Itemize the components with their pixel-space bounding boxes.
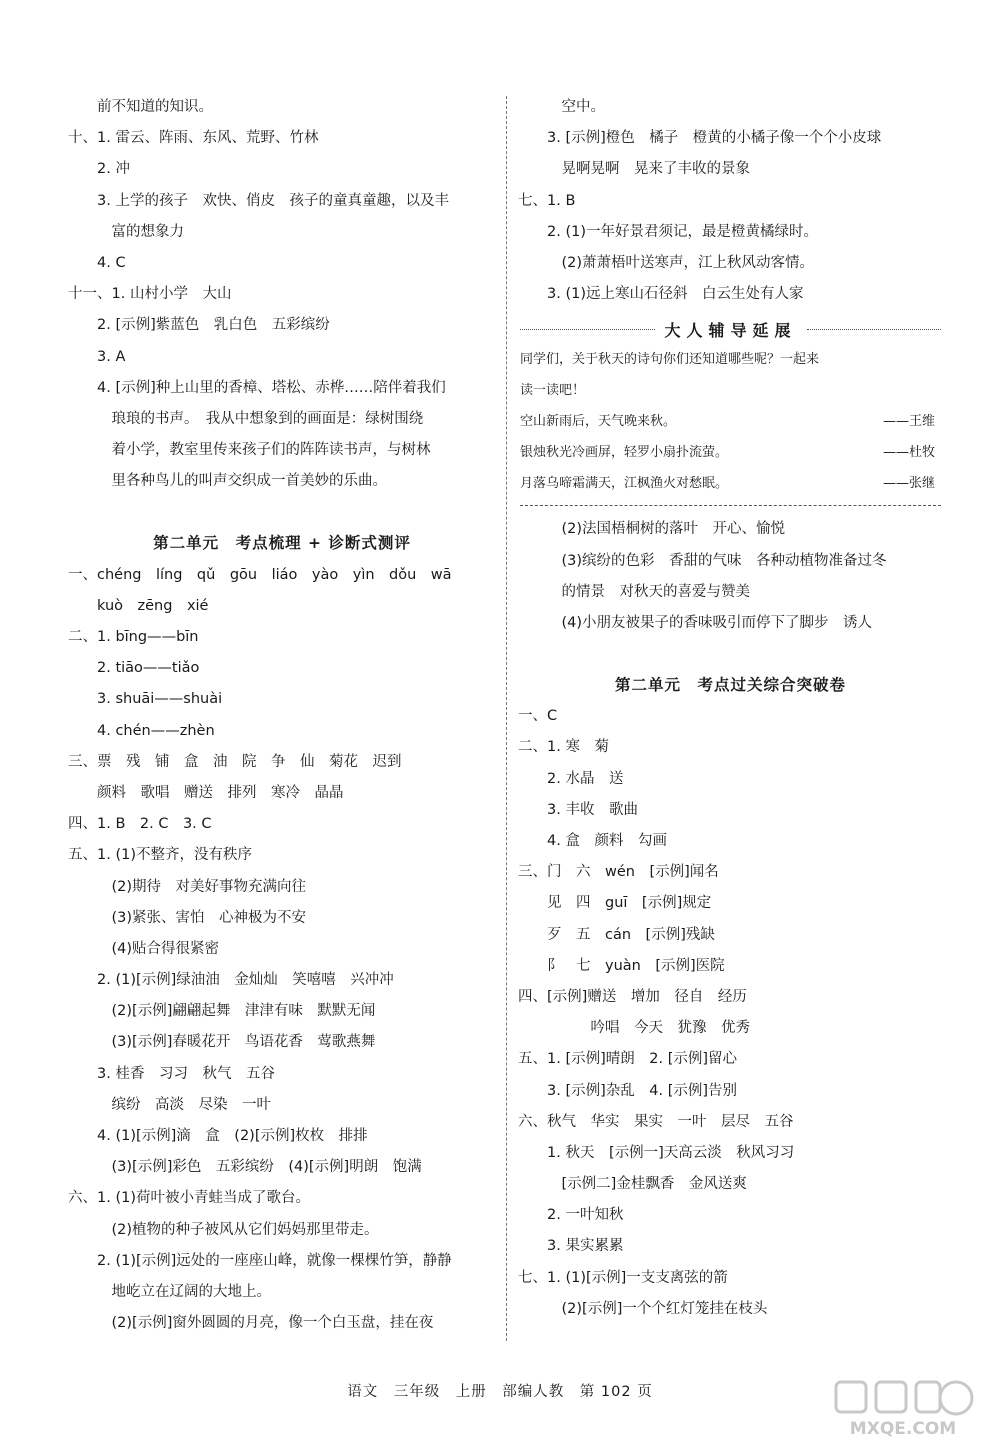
answer-line: (2)植物的种子被风从它们妈妈那里带走。: [68, 1221, 379, 1238]
left-answers-unit1: [68, 92, 496, 497]
answer-line: 晃啊晃啊 晃来了丰收的景象: [518, 161, 750, 178]
answer-line: 七、1. B: [518, 192, 576, 209]
answer-line: 着小学，教室里传来孩子们的阵阵读书声，与树林: [68, 442, 431, 459]
parent-guidance-box: [518, 314, 943, 506]
answer-line: 4. C: [68, 254, 126, 271]
answer-line: 三、票 残 铺 盒 油 院 争 仙 菊花 迟到: [68, 753, 402, 770]
answer-line: 1. 秋天 [示例一]天高云淡 秋风习习: [518, 1144, 795, 1161]
answer-line: 四、[示例]赠送 增加 径自 经历: [518, 988, 747, 1005]
answer-line: 3. shuāi——shuài: [68, 691, 223, 708]
answer-line: 3. (1)远上寒山石径斜 白云生处有人家: [518, 286, 804, 303]
right-answers-top: [518, 92, 943, 310]
watermark-text: MXQE.COM: [849, 1419, 957, 1438]
box-intro-2: 读一读吧！: [520, 383, 586, 399]
answer-line: (3)[示例]春暖花开 鸟语花香 莺歌燕舞: [68, 1034, 376, 1051]
answer-line: 六、秋气 华实 果实 一叶 层尽 五谷: [518, 1113, 794, 1130]
poem-text: 银烛秋光冷画屏，轻罗小扇扑流萤。: [520, 445, 729, 461]
answer-line: 2. [示例]紫蓝色 乳白色 五彩缤纷: [68, 317, 330, 334]
answer-line: 空中。: [518, 99, 605, 115]
answer-line: (2)[示例]窗外圆圆的月亮，像一个白玉盘，挂在夜: [68, 1315, 434, 1332]
box-intro-1: 同学们，关于秋天的诗句你们还知道哪些呢？一起来: [520, 352, 820, 368]
answer-line: 2. 一叶知秋: [518, 1207, 624, 1224]
answer-line: 2. (1)[示例]远处的一座座山峰，就像一棵棵竹笋，静静: [68, 1252, 452, 1269]
answer-line: 十一、1. 山村小学 大山: [68, 286, 232, 303]
answer-line: (2)[示例]一个个红灯笼挂在枝头: [518, 1300, 768, 1317]
column-divider: [506, 96, 507, 1341]
answer-line: 见 四 guī [示例]规定: [518, 895, 712, 912]
answer-line: 琅琅的书声。 我从中想象到的画面是：绿树围绕: [68, 410, 424, 427]
left-column: [68, 92, 496, 1339]
answer-line: 缤纷 高淡 尽染 一叶: [68, 1096, 271, 1113]
answer-line: 3. A: [68, 348, 126, 365]
answer-line: 七、1. (1)[示例]一支支离弦的箭: [518, 1269, 728, 1286]
answer-line: 2. 冲: [68, 161, 130, 178]
answer-line: 3. 果实累累: [518, 1238, 624, 1255]
answer-line: 前不知道的知识。: [68, 99, 213, 115]
answer-line: 2. 水晶 送: [518, 770, 624, 787]
answer-line: 2. tiāo——tiǎo: [68, 660, 200, 677]
answer-line: 地屹立在辽阔的大地上。: [68, 1283, 271, 1300]
answer-line: 的情景 对秋天的喜爱与赞美: [518, 583, 750, 600]
answer-line: (3)紧张、害怕 心神极为不安: [68, 909, 307, 926]
poem-line: [520, 406, 941, 437]
box-title-text: 大人辅导延展: [664, 320, 797, 340]
answer-line: (4)贴合得很紧密: [68, 940, 220, 957]
answer-line: 五、1. (1)不整齐，没有秩序: [68, 847, 252, 864]
right-column: [518, 92, 943, 1325]
answer-line: (2)法国梧桐树的落叶 开心、愉悦: [518, 521, 786, 538]
answer-line: (4)小朋友被果子的香味吸引而停下了脚步 诱人: [518, 614, 873, 631]
right-answers-bottom: [518, 701, 943, 1325]
answer-line: 4. 盒 颜料 勾画: [518, 833, 667, 849]
answer-line: (3)缤纷的色彩 香甜的气味 各种动植物准备过冬: [518, 552, 887, 569]
answer-line: [示例二]金桂飘香 金风送爽: [518, 1176, 747, 1193]
answer-line: (2)[示例]翩翩起舞 津津有味 默默无闻: [68, 1003, 376, 1020]
page-footer: 语文 三年级 上册 部编人教 第 102 页: [347, 1384, 653, 1400]
poem-author: ——杜牧: [882, 445, 935, 461]
poem-author: ——张继: [882, 476, 935, 492]
answer-line: 三、门 六 wén [示例]闻名: [518, 864, 719, 881]
answer-line: 二、1. bīng——bīn: [68, 629, 199, 645]
answer-line: 3. 上学的孩子 欢快、俏皮 孩子的童真童趣，以及丰: [68, 192, 449, 209]
answer-line: 4. chén——zhèn: [68, 722, 215, 739]
answer-line: (2)萧萧梧叶送寒声，江上秋风动客情。: [518, 254, 815, 271]
answer-line: (3)[示例]彩色 五彩缤纷 (4)[示例]明朗 饱满: [68, 1159, 422, 1176]
answer-line: 4. (1)[示例]滴 盒 (2)[示例]枚枚 排排: [68, 1128, 368, 1144]
watermark-logo: [828, 1376, 978, 1438]
answer-line: (2)期待 对美好事物充满向往: [68, 878, 307, 895]
answer-line: 五、1. [示例]晴朗 2. [示例]留心: [518, 1051, 738, 1068]
answer-line: 一、C: [518, 708, 558, 725]
answer-line: 3. [示例]橙色 橘子 橙黄的小橘子像一个个小皮球: [518, 130, 882, 147]
answer-line: kuò zēng xié: [68, 597, 209, 614]
answer-line: 2. (1)[示例]绿油油 金灿灿 笑嘻嘻 兴冲冲: [68, 972, 394, 989]
answer-line: 阝 七 yuàn [示例]医院: [518, 957, 725, 974]
parent-guidance-title: [520, 314, 941, 344]
answer-line: 十、1. 雷云、阵雨、东风、荒野、竹林: [68, 130, 319, 147]
answer-line: 一、chéng líng qǔ gōu liáo yào yìn dǒu wā: [68, 566, 452, 583]
answer-line: 二、1. 寒 菊: [518, 739, 609, 756]
answer-line: 四、1. B 2. C 3. C: [68, 816, 212, 833]
answer-line: 里各种鸟儿的叫声交织成一首美妙的乐曲。: [68, 473, 387, 490]
answer-line: 2. (1)一年好景君须记，最是橙黄橘绿时。: [518, 223, 818, 240]
poem-text: 空山新雨后，天气晚来秋。: [520, 414, 677, 430]
answer-line: 3. 丰收 歌曲: [518, 801, 638, 818]
poem-line: [520, 468, 941, 499]
answer-line: 3. 桂香 习习 秋气 五谷: [68, 1065, 275, 1082]
answer-line: 3. [示例]杂乱 4. [示例]告别: [518, 1082, 738, 1099]
poem-list: [520, 406, 941, 499]
poem-author: ——王维: [882, 414, 935, 430]
left-answers-unit2: [68, 560, 496, 1340]
answer-line: 吟唱 今天 犹豫 优秀: [518, 1020, 750, 1037]
answer-line: 富的想象力: [68, 223, 184, 240]
right-section-heading: 第二单元 考点过关综合突破卷: [614, 676, 846, 695]
answer-line: 六、1. (1)荷叶被小青蛙当成了歌台。: [68, 1190, 310, 1207]
poem-text: 月落乌啼霜满天，江枫渔火对愁眠。: [520, 476, 729, 492]
poem-line: [520, 437, 941, 468]
right-answers-middle: [518, 514, 943, 639]
answer-line: 颜料 歌唱 赠送 排列 寒冷 晶晶: [68, 784, 344, 801]
left-section-heading: 第二单元 考点梳理 + 诊断式测评: [153, 534, 411, 553]
answer-line: 歹 五 cán [示例]残缺: [518, 926, 715, 943]
answer-line: 4. [示例]种上山里的香樟、塔松、赤桦……陪伴着我们: [68, 379, 446, 396]
